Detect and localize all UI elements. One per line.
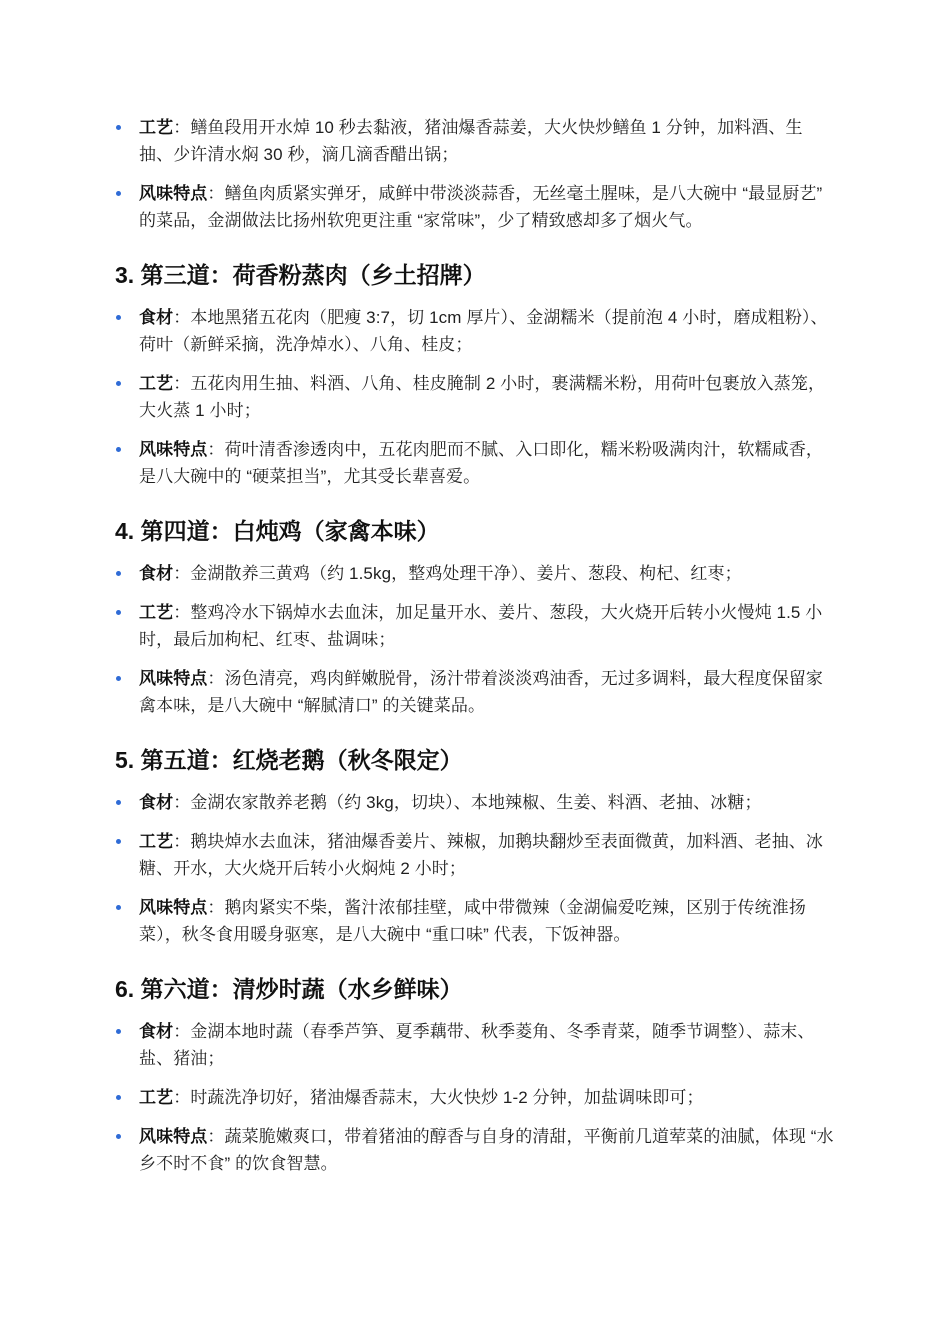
section-list xyxy=(115,1018,835,1177)
item-text: 荷叶清香渗透肉中，五花肉肥而不腻、入口即化，糯米粉吸满肉汁，软糯咸香，是八大碗中的 “硬菜担当”，尤其受长辈喜爱。 xyxy=(139,440,824,486)
item-label: 风味特点 xyxy=(139,669,208,688)
bullet-icon xyxy=(116,125,121,130)
intro-list xyxy=(115,114,835,234)
item-colon: ： xyxy=(173,832,191,851)
bullet-icon xyxy=(116,315,121,320)
item-label: 工艺 xyxy=(139,1088,174,1107)
item-label: 风味特点 xyxy=(139,1127,208,1146)
item-text: 本地黑猪五花肉（肥瘦 3:7，切 1cm 厚片）、金湖糯米（提前泡 4 小时，磨成粗粉）、荷叶（新鲜采摘，洗净焯水）、八角、桂皮； xyxy=(139,308,828,354)
section-list xyxy=(115,304,835,490)
item-label: 风味特点 xyxy=(139,440,208,459)
item-text: 金湖农家散养老鹅（约 3kg，切块）、本地辣椒、生姜、料酒、老抽、冰糖； xyxy=(190,793,762,812)
list-item xyxy=(115,828,835,882)
bullet-icon xyxy=(116,571,121,576)
item-colon: ： xyxy=(173,1088,191,1107)
item-label: 风味特点 xyxy=(139,184,208,203)
section-heading: 4. 第四道：白炖鸡（家禽本味） xyxy=(115,518,440,544)
bullet-icon xyxy=(116,800,121,805)
section-heading: 3. 第三道：荷香粉蒸肉（乡土招牌） xyxy=(115,262,486,288)
item-colon: ： xyxy=(173,603,191,622)
section-heading: 6. 第六道：清炒时蔬（水乡鲜味） xyxy=(115,976,463,1002)
item-text: 鹅块焯水去血沫，猪油爆香姜片、辣椒，加鹅块翻炒至表面微黄，加料酒、老抽、冰糖、开水，大火烧开后转小火焖炖 2 小时； xyxy=(139,832,824,878)
item-colon: ： xyxy=(173,564,191,583)
list-item xyxy=(115,560,835,587)
item-colon: ： xyxy=(173,1022,191,1041)
list-item xyxy=(115,599,835,653)
item-label: 工艺 xyxy=(139,374,174,393)
section-list xyxy=(115,560,835,719)
item-colon: ： xyxy=(207,669,225,688)
bullet-icon xyxy=(116,905,121,910)
item-colon: ： xyxy=(207,898,225,917)
item-label: 工艺 xyxy=(139,603,174,622)
item-colon: ： xyxy=(207,1127,225,1146)
item-label: 食材 xyxy=(139,793,174,812)
item-colon: ： xyxy=(173,374,191,393)
bullet-icon xyxy=(116,381,121,386)
item-text: 鳝鱼段用开水焯 10 秒去黏液，猪油爆香蒜姜，大火快炒鳝鱼 1 分钟，加料酒、生抽、少许清水焖 30 秒，滴几滴香醋出锅； xyxy=(139,118,803,164)
list-item xyxy=(115,665,835,719)
item-label: 食材 xyxy=(139,308,174,327)
item-text: 鳝鱼肉质紧实弹牙，咸鲜中带淡淡蒜香，无丝毫土腥味，是八大碗中 “最显厨艺” 的菜品，金湖做法比扬州软兜更注重 “家常味”，少了精致感却多了烟火气。 xyxy=(139,184,823,230)
item-colon: ： xyxy=(207,184,225,203)
list-item xyxy=(115,789,835,816)
item-label: 工艺 xyxy=(139,118,174,137)
item-text: 金湖本地时蔬（春季芦笋、夏季藕带、秋季菱角、冬季青菜，随季节调整）、蒜末、盐、猪油； xyxy=(139,1022,815,1068)
item-text: 时蔬洗净切好，猪油爆香蒜末，大火快炒 1-2 分钟，加盐调味即可； xyxy=(190,1088,704,1107)
list-item xyxy=(115,114,835,168)
list-item xyxy=(115,1084,835,1111)
item-text: 汤色清亮，鸡肉鲜嫩脱骨，汤汁带着淡淡鸡油香，无过多调料，最大程度保留家禽本味，是八大碗中 “解腻清口” 的关键菜品。 xyxy=(139,669,824,715)
bullet-icon xyxy=(116,1029,121,1034)
item-label: 工艺 xyxy=(139,832,174,851)
section-heading: 5. 第五道：红烧老鹅（秋冬限定） xyxy=(115,747,463,773)
bullet-icon xyxy=(116,1134,121,1139)
item-colon: ： xyxy=(207,440,225,459)
list-item xyxy=(115,1123,835,1177)
item-text: 蔬菜脆嫩爽口，带着猪油的醇香与自身的清甜，平衡前几道荤菜的油腻，体现 “水乡不时不食” 的饮食智慧。 xyxy=(139,1127,834,1173)
item-label: 食材 xyxy=(139,564,174,583)
item-colon: ： xyxy=(173,308,191,327)
item-text: 鹅肉紧实不柴，酱汁浓郁挂壁，咸中带微辣（金湖偏爱吃辣，区别于传统淮扬菜），秋冬食用暖身驱寒，是八大碗中 “重口味” 代表，下饭神器。 xyxy=(139,898,806,944)
section-list xyxy=(115,789,835,948)
list-item xyxy=(115,436,835,490)
bullet-icon xyxy=(116,610,121,615)
item-label: 食材 xyxy=(139,1022,174,1041)
item-text: 整鸡冷水下锅焯水去血沫，加足量开水、姜片、葱段，大火烧开后转小火慢炖 1.5 小时，最后加枸杞、红枣、盐调味； xyxy=(139,603,823,649)
item-colon: ： xyxy=(173,118,191,137)
bullet-icon xyxy=(116,839,121,844)
list-item xyxy=(115,180,835,234)
bullet-icon xyxy=(116,1095,121,1100)
bullet-icon xyxy=(116,676,121,681)
item-text: 五花肉用生抽、料酒、八角、桂皮腌制 2 小时，裹满糯米粉，用荷叶包裹放入蒸笼，大火蒸 1 小时； xyxy=(139,374,826,420)
bullet-icon xyxy=(116,447,121,452)
list-item xyxy=(115,894,835,948)
item-colon: ： xyxy=(173,793,191,812)
list-item xyxy=(115,1018,835,1072)
item-text: 金湖散养三黄鸡（约 1.5kg，整鸡处理干净）、姜片、葱段、枸杞、红枣； xyxy=(190,564,742,583)
list-item xyxy=(115,370,835,424)
bullet-icon xyxy=(116,191,121,196)
list-item xyxy=(115,304,835,358)
item-label: 风味特点 xyxy=(139,898,208,917)
